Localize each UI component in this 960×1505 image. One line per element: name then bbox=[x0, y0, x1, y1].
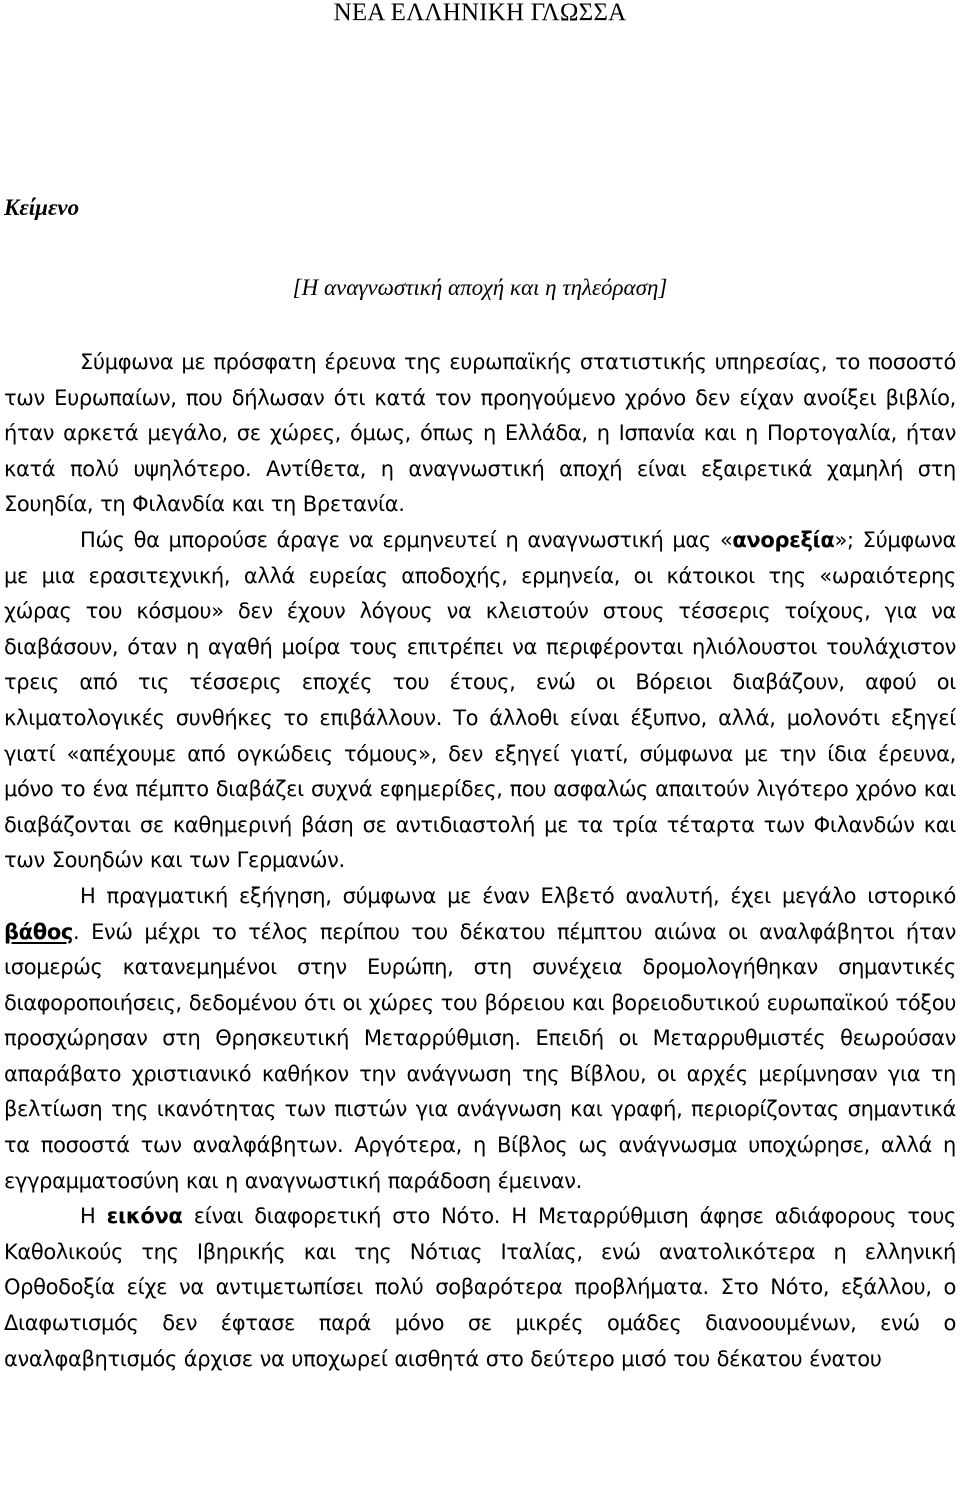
paragraph-1-text: Σύμφωνα με πρόσφατη έρευνα της ευρωπαϊκής στατιστικής υπηρεσίας, το ποσοστό των Ευρωπαίων, που δήλωσαν ότι κατά τον προηγούμενο χρόνο δεν είχαν ανοίξει βιβλίο, ήταν αρκετά μεγάλο, σε χώρες, όμως, όπως η Ελλάδα, η Ισπανία και η Πορτογαλία, ήταν κατά πολύ υψηλότερο. Αντίθετα, η αναγνωστική αποχή είναι εξαιρετικά χαμηλή στη Σουηδία, τη Φιλανδία και τη Βρετανία. bbox=[4, 350, 956, 517]
paragraph-4-text-rest: είναι διαφορετική στο Νότο. Η Μεταρρύθμιση άφησε αδιάφορους τους Καθολικούς της Ιβηρικής και της Νότιας Ιταλίας, ενώ ανατολικότερα η ελληνική Ορθοδοξία είχε να αντιμετωπίσει πολύ σοβαρότερα προβλήματα. Στο Νότο, εξάλλου, ο Διαφωτισμός δεν έφτασε παρά μόνο σε μικρές ομάδες διανοουμένων, ενώ ο αναλφαβητισμός άρχισε να υποχωρεί αισθητά στο δεύτερο μισό του δέκατου ένατου bbox=[4, 1204, 956, 1371]
paragraph-1 bbox=[4, 345, 956, 523]
section-label: Κείμενο bbox=[4, 195, 80, 220]
paragraph-3-text-rest: . Ενώ μέχρι το τέλος περίπου του δέκατου πέμπτου αιώνα οι αναλφάβητοι ήταν ισομερώς κατανεμημένοι στην Ευρώπη, στη συνέχεια δρομολογήθηκαν σημαντικές διαφοροποιήσεις, δεδομένου ότι οι χώρες του βόρειου και βορειοδυτικού ευρωπαϊκού τόξου προσχώρησαν στη Θρησκευτική Μεταρρύθμιση. Επειδή οι Μεταρρυθμιστές θεωρούσαν απαράβατο χριστιανικό καθήκον την ανάγνωση της Βίβλου, οι αρχές μερίμνησαν για τη βελτίωση της ικανότητας των πιστών για ανάγνωση και γραφή, περιορίζοντας σημαντικά τα ποσοστά των αναλφάβητων. Αργότερα, η Βίβλος ως ανάγνωσμα υποχώρησε, αλλά η εγγραμματοσύνη και η αναγνωστική παράδοση έμειναν. bbox=[4, 919, 956, 1193]
paragraph-2-text-rest: »; Σύμφωνα με μια ερασιτεχνική, αλλά ευρείας αποδοχής, ερμηνεία, οι κάτοικοι της «ωραιότερης χώρας του κόσμου» δεν έχουν λόγους να κλειστούν στους τέσσερις τοίχους, για να διαβάσουν, όταν η αγαθή μοίρα τους επιτρέπει να περιφέρονται ηλιόλουστοι τουλάχιστον τρεις από τις τέσσερις εποχές του έτους, ενώ οι Βόρειοι διαβάζουν, αφού οι κλιματολογικές συνθήκες το επιβάλλουν. Το άλλοθι είναι έξυπνο, αλλά, μολονότι εξηγεί γιατί «απέχουμε από ογκώδεις τόμους», δεν εξηγεί γιατί, σύμφωνα με την ίδια έρευνα, μόνο το ένα πέμπτο διαβάζει συχνά εφημερίδες, που ασφαλώς απαιτούν λιγότερο χρόνο και διαβάζονται σε καθημερινή βάση σε αντιδιαστολή με τα τρία τέταρτα των Φιλανδών και των Σουηδών και των Γερμανών. bbox=[4, 527, 956, 873]
paragraph-3-text-start: Η πραγματική εξήγηση, σύμφωνα με έναν Ελβετό αναλυτή, έχει μεγάλο ιστορικό bbox=[80, 883, 956, 908]
article-body bbox=[4, 345, 956, 1377]
paragraph-2 bbox=[4, 523, 956, 879]
keyword-anorexia: ανορεξία bbox=[732, 527, 835, 552]
paragraph-3 bbox=[4, 879, 956, 1199]
page-header: ΝΕΑ ΕΛΛΗΝΙΚΗ ΓΛΩΣΣΑ bbox=[333, 0, 627, 26]
paragraph-4 bbox=[4, 1199, 956, 1377]
keyword-eikona: εικόνα bbox=[106, 1204, 183, 1229]
paragraph-4-text-start: Η bbox=[80, 1204, 107, 1229]
keyword-vathos: βάθος bbox=[4, 919, 74, 944]
paragraph-2-text-start: Πώς θα μπορούσε άραγε να ερμηνευτεί η αναγνωστική μας « bbox=[80, 527, 733, 552]
article-title: [Η αναγνωστική αποχή και η τηλεόραση] bbox=[292, 275, 668, 300]
